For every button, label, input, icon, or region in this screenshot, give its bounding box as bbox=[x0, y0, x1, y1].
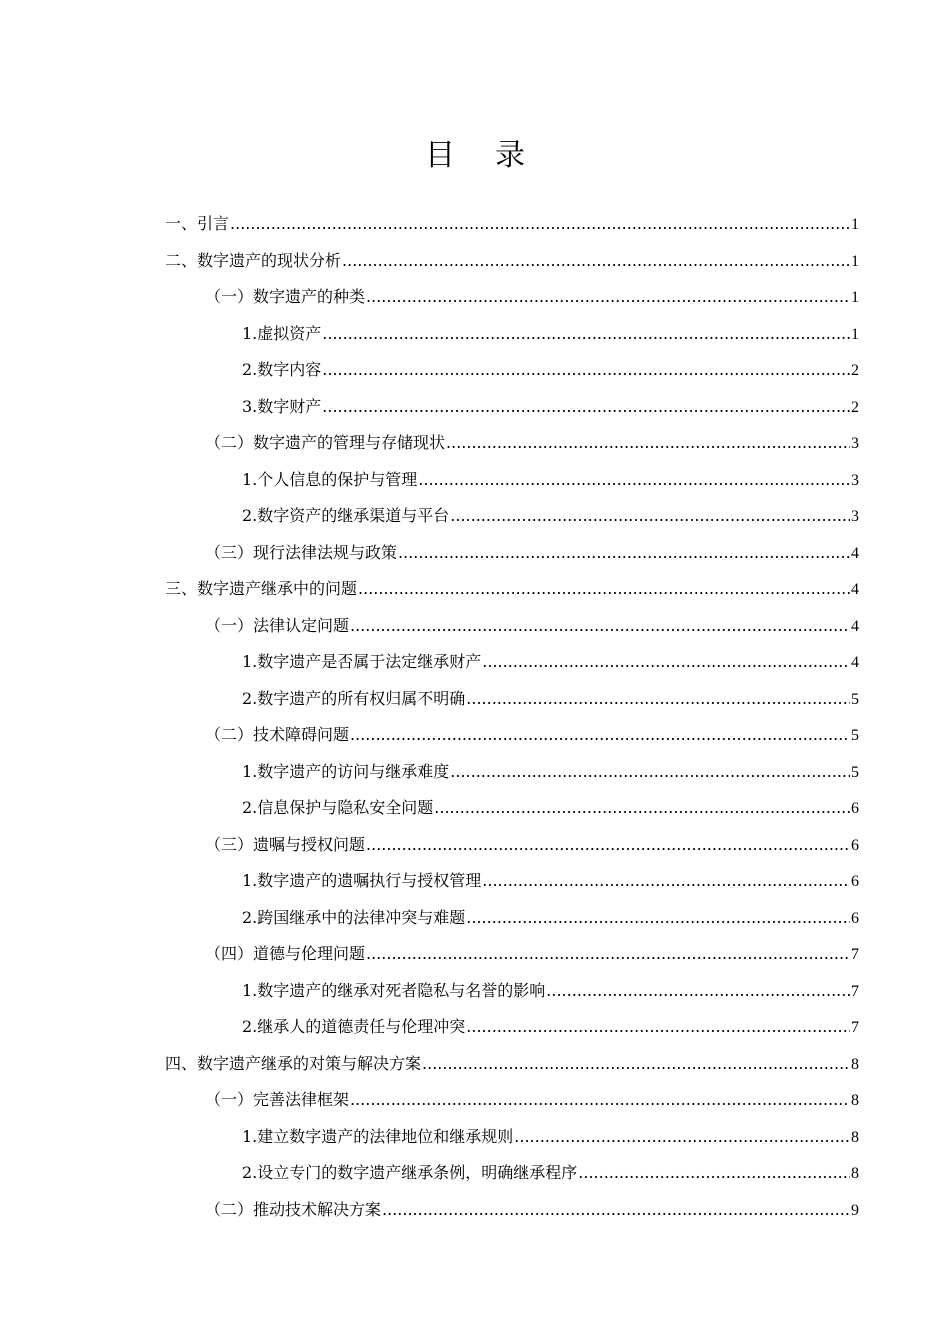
toc-entry-title: 2.信息保护与隐私安全问题 bbox=[242, 798, 434, 817]
toc-dot-leader bbox=[418, 462, 850, 498]
toc-dot-leader bbox=[350, 608, 850, 644]
toc-dot-leader bbox=[366, 827, 850, 863]
toc-entry[interactable] bbox=[205, 279, 859, 315]
toc-entry-page-number: 4 bbox=[851, 654, 859, 671]
toc-entry[interactable] bbox=[242, 316, 859, 352]
toc-entry-title: 2.跨国继承中的法律冲突与难题 bbox=[242, 907, 466, 927]
toc-entry-page-number: 8 bbox=[851, 1128, 859, 1146]
toc-entry[interactable] bbox=[242, 863, 859, 899]
toc-entry[interactable] bbox=[242, 498, 859, 534]
toc-entry-page-number: 1 bbox=[851, 289, 859, 306]
toc-entry[interactable] bbox=[205, 535, 859, 571]
toc-entry-title: 三、数字遗产继承中的问题 bbox=[165, 579, 358, 598]
toc-dot-leader bbox=[350, 1082, 850, 1118]
toc-entry-page-number: 4 bbox=[851, 544, 859, 562]
toc-dot-leader bbox=[434, 790, 850, 826]
toc-entry[interactable] bbox=[242, 644, 859, 680]
page-title: 目录 bbox=[425, 138, 565, 173]
toc-entry[interactable] bbox=[165, 1046, 859, 1082]
toc-entry[interactable] bbox=[205, 1192, 859, 1228]
toc-entry-page-number: 8 bbox=[851, 1092, 859, 1109]
toc-entry-page-number: 4 bbox=[851, 617, 859, 635]
toc-entry-page-number: 8 bbox=[851, 1165, 859, 1182]
toc-dot-leader bbox=[482, 644, 850, 680]
toc-entry[interactable] bbox=[205, 936, 859, 972]
toc-dot-leader bbox=[450, 754, 850, 790]
toc-dot-leader bbox=[366, 279, 850, 315]
toc-entry-page-number: 7 bbox=[851, 946, 859, 963]
toc-entry-title: 一、引言 bbox=[165, 214, 230, 233]
toc-entry-title: 1.数字遗产的遗嘱执行与授权管理 bbox=[242, 871, 482, 890]
toc-entry-title: （三）现行法律法规与政策 bbox=[205, 542, 398, 562]
toc-entry-title: （二）技术障碍问题 bbox=[205, 725, 350, 744]
toc-entry-title: （三）遗嘱与授权问题 bbox=[205, 834, 366, 854]
toc-dot-leader bbox=[578, 1155, 850, 1191]
toc-entry[interactable] bbox=[242, 352, 859, 388]
toc-entry-page-number: 7 bbox=[851, 1019, 859, 1036]
toc-entry-page-number: 1 bbox=[851, 216, 859, 233]
toc-entry-page-number: 6 bbox=[851, 873, 859, 890]
toc-entry[interactable] bbox=[242, 754, 859, 790]
toc-entry-title: 2.数字资产的继承渠道与平台 bbox=[242, 506, 450, 525]
toc-entry-page-number: 6 bbox=[851, 909, 859, 927]
toc-entry-page-number: 7 bbox=[851, 982, 859, 1000]
toc-entry-page-number: 5 bbox=[851, 727, 859, 744]
toc-entry[interactable] bbox=[165, 243, 859, 279]
toc-entry-title: （一）完善法律框架 bbox=[205, 1090, 350, 1109]
toc-entry[interactable] bbox=[242, 1009, 859, 1045]
toc-entry-page-number: 2 bbox=[851, 398, 859, 416]
toc-entry-title: （二）数字遗产的管理与存储现状 bbox=[205, 433, 446, 452]
toc-entry-page-number: 1 bbox=[851, 252, 859, 270]
toc-dot-leader bbox=[482, 863, 850, 899]
toc-entry-page-number: 9 bbox=[851, 1201, 859, 1219]
toc-dot-leader bbox=[466, 681, 850, 717]
toc-entry[interactable] bbox=[205, 1082, 859, 1118]
toc-dot-leader bbox=[230, 206, 850, 242]
toc-dot-leader bbox=[342, 243, 850, 279]
toc-entry-title: （一）法律认定问题 bbox=[205, 615, 350, 635]
toc-entry[interactable] bbox=[242, 462, 859, 498]
toc-entry-page-number: 5 bbox=[851, 690, 859, 708]
toc-dot-leader bbox=[398, 535, 850, 571]
toc-dot-leader bbox=[422, 1046, 850, 1082]
toc-entry-title: 二、数字遗产的现状分析 bbox=[165, 250, 342, 270]
toc-entry[interactable] bbox=[242, 389, 859, 425]
toc-dot-leader bbox=[358, 571, 850, 607]
toc-entry-page-number: 5 bbox=[851, 763, 859, 781]
toc-entry-title: （四）道德与伦理问题 bbox=[205, 944, 366, 963]
toc-entry-title: 1.数字遗产的访问与继承难度 bbox=[242, 761, 450, 781]
toc-dot-leader bbox=[322, 352, 850, 388]
toc-entry[interactable] bbox=[205, 425, 859, 461]
toc-entry-title: 1.个人信息的保护与管理 bbox=[242, 469, 418, 489]
toc-dot-leader bbox=[466, 1009, 850, 1045]
toc-dot-leader bbox=[366, 936, 850, 972]
toc-entry-page-number: 3 bbox=[851, 435, 859, 452]
toc-entry-title: 1.虚拟资产 bbox=[242, 323, 322, 343]
toc-entry-title: 2.继承人的道德责任与伦理冲突 bbox=[242, 1017, 466, 1036]
toc-entry[interactable] bbox=[242, 790, 859, 826]
toc-dot-leader bbox=[322, 389, 850, 425]
toc-dot-leader bbox=[446, 425, 850, 461]
toc-entry-page-number: 8 bbox=[851, 1055, 859, 1073]
toc-entry-page-number: 2 bbox=[851, 362, 859, 379]
toc-entry-title: 2.设立专门的数字遗产继承条例，明确继承程序 bbox=[242, 1163, 578, 1182]
toc-dot-leader bbox=[322, 316, 850, 352]
toc-dot-leader bbox=[382, 1192, 850, 1228]
toc-entry[interactable] bbox=[205, 608, 859, 644]
toc-entry[interactable] bbox=[205, 827, 859, 863]
toc-entry-title: 2.数字遗产的所有权归属不明确 bbox=[242, 688, 466, 708]
toc-entry-title: 四、数字遗产继承的对策与解决方案 bbox=[165, 1053, 422, 1073]
toc-entry[interactable] bbox=[165, 206, 859, 242]
toc-entry-title: 1.建立数字遗产的法律地位和继承规则 bbox=[242, 1126, 514, 1146]
toc-dot-leader bbox=[350, 717, 850, 753]
toc-entry-page-number: 3 bbox=[851, 471, 859, 489]
toc-entry-title: 2.数字内容 bbox=[242, 360, 322, 379]
toc-dot-leader bbox=[546, 973, 850, 1009]
toc-entry[interactable] bbox=[242, 681, 859, 717]
toc-entry-title: 1.数字遗产是否属于法定继承财产 bbox=[242, 652, 482, 671]
toc-dot-leader bbox=[514, 1119, 850, 1155]
toc-entry[interactable] bbox=[242, 973, 859, 1009]
toc-entry[interactable] bbox=[242, 1155, 859, 1191]
toc-entry[interactable] bbox=[242, 1119, 859, 1155]
toc-entry-title: （二）推动技术解决方案 bbox=[205, 1199, 382, 1219]
toc-entry[interactable] bbox=[242, 900, 859, 936]
toc-entry-page-number: 6 bbox=[851, 836, 859, 854]
toc-entry-title: （一）数字遗产的种类 bbox=[205, 287, 366, 306]
toc-entry-title: 3.数字财产 bbox=[242, 396, 322, 416]
toc-dot-leader bbox=[450, 498, 850, 534]
toc-entry-page-number: 3 bbox=[851, 508, 859, 525]
toc-entry-title: 1.数字遗产的继承对死者隐私与名誉的影响 bbox=[242, 980, 546, 1000]
toc-entry[interactable] bbox=[165, 571, 859, 607]
toc-entry-page-number: 1 bbox=[851, 325, 859, 343]
toc-entry[interactable] bbox=[205, 717, 859, 753]
toc-dot-leader bbox=[466, 900, 850, 936]
toc-entry-page-number: 4 bbox=[851, 581, 859, 598]
toc-entry-page-number: 6 bbox=[851, 800, 859, 817]
